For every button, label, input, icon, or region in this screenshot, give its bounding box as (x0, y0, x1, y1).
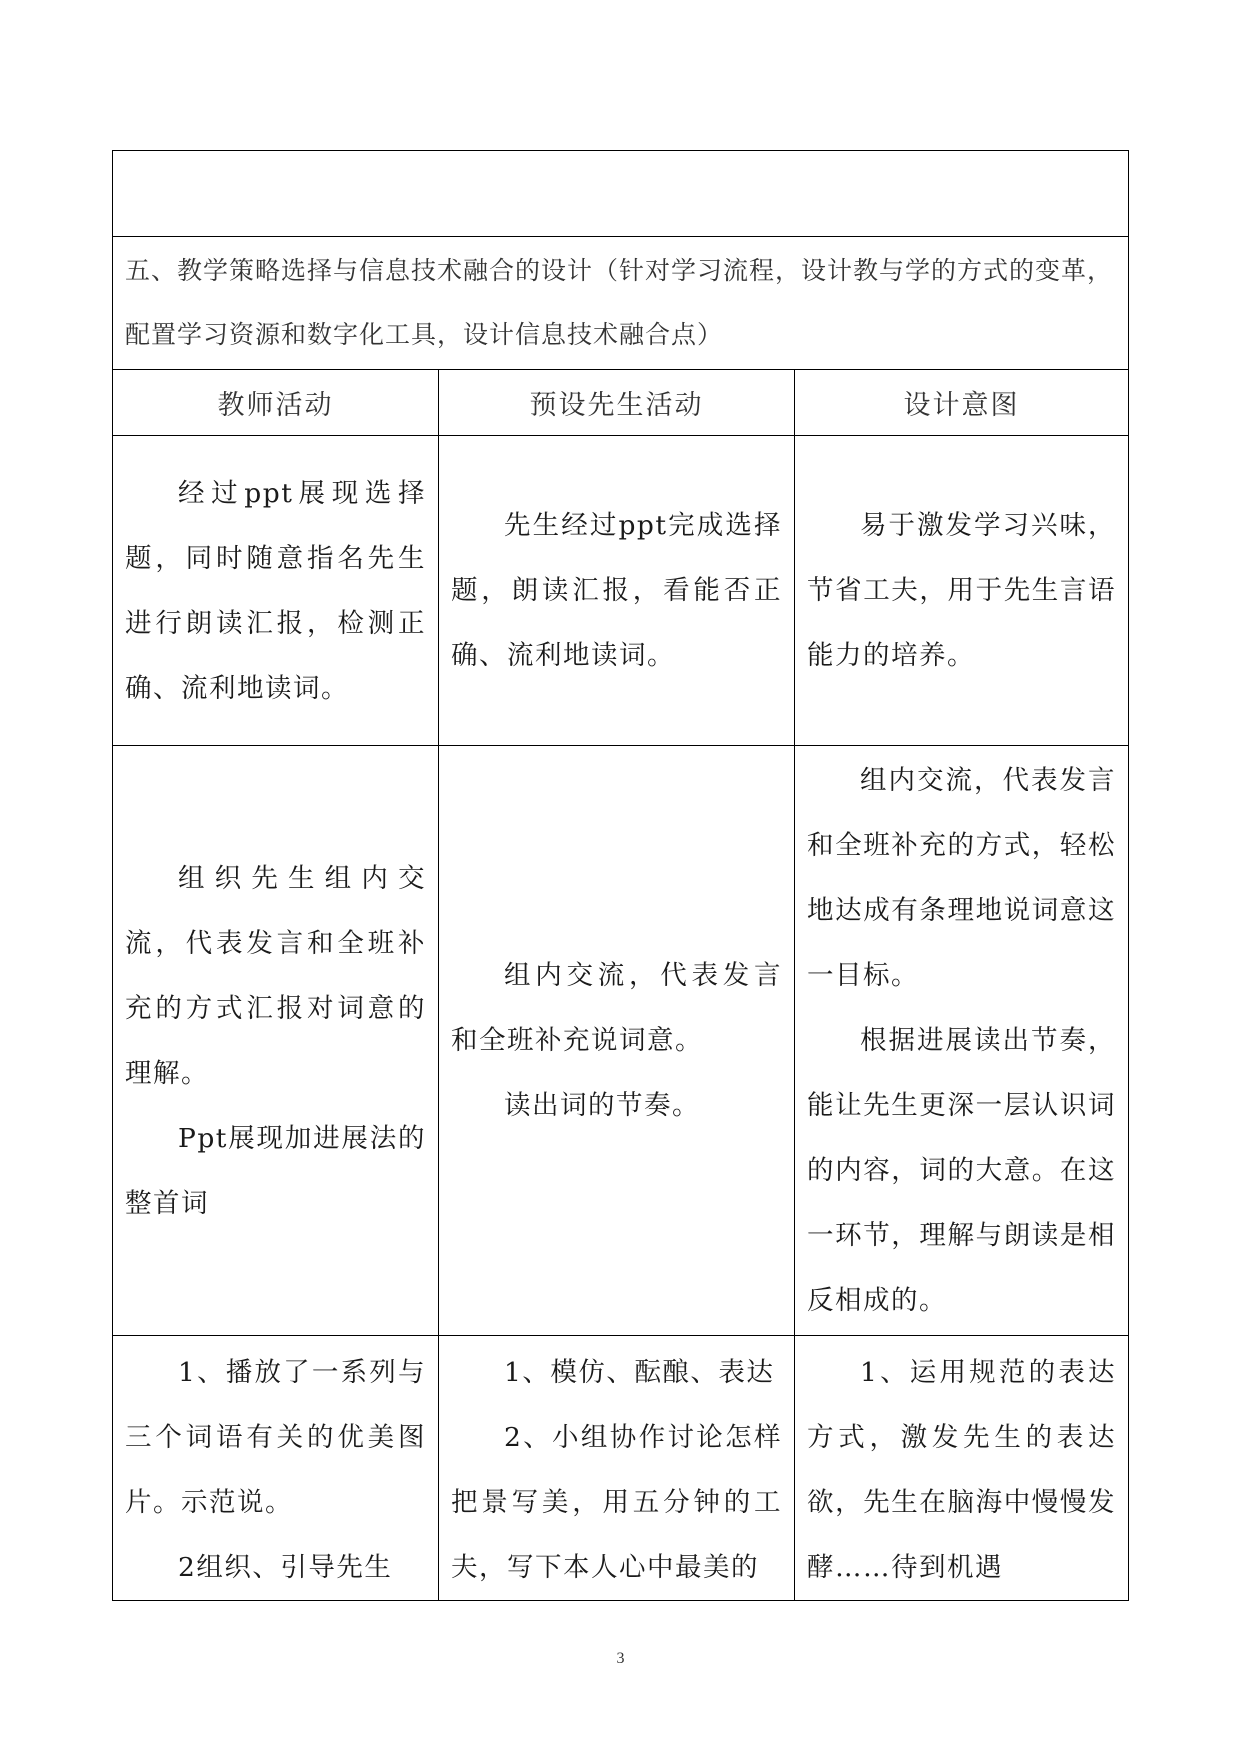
teacher-cell (113, 746, 439, 1336)
teacher-text: 组织先生组内交流，代表发言和全班补充的方式汇报对词意的理解。 (125, 862, 426, 1089)
student-text: 2、小组协作讨论怎样把景写美，用五分钟的工夫，写下本人心中最美的 (451, 1422, 782, 1583)
student-cell (439, 746, 795, 1336)
teacher-text: 1、播放了一系列与三个词语有关的优美图片。示范说。 (125, 1357, 426, 1518)
blank-cell (113, 151, 1129, 237)
table-row (113, 746, 1129, 1336)
header-student: 预设先生活动 (439, 370, 795, 436)
student-cell (439, 436, 795, 746)
lesson-design-table (112, 150, 1129, 1601)
student-text: 组内交流，代表发言和全班补充说词意。 (451, 960, 782, 1056)
table-row (113, 436, 1129, 746)
teacher-text: Ppt展现加进展法的整首词 (125, 1122, 426, 1219)
teacher-cell (113, 436, 439, 746)
blank-row (113, 151, 1129, 237)
section-title: 五、教学策略选择与信息技术融合的设计（针对学习流程，设计教与学的方式的变革，配置学习资源和数字化工具，设计信息技术融合点） (113, 237, 1129, 370)
intent-text: 易于激发学习兴味，节省工夫，用于先生言语能力的培养。 (807, 510, 1117, 671)
page-number: 3 (616, 1650, 625, 1667)
student-cell (439, 1336, 795, 1601)
intent-text: 根据进展读出节奏，能让先生更深一层认识词的内容，词的大意。在这一环节，理解与朗读是相反相成的。 (807, 1025, 1117, 1316)
header-row (113, 370, 1129, 436)
header-intent: 设计意图 (795, 370, 1129, 436)
student-text: 先生经过ppt完成选择题，朗读汇报，看能否正确、流利地读词。 (451, 510, 782, 671)
intent-cell (795, 746, 1129, 1336)
intent-text: 组内交流，代表发言和全班补充的方式，轻松地达成有条理地说词意这一目标。 (807, 765, 1117, 991)
student-text: 读出词的节奏。 (504, 1090, 700, 1121)
table-row (113, 1336, 1129, 1601)
header-teacher: 教师活动 (113, 370, 439, 436)
intent-text: 1、运用规范的表达方式，激发先生的表达欲，先生在脑海中慢慢发酵……待到机遇 (807, 1357, 1117, 1583)
teacher-cell (113, 1336, 439, 1601)
student-text: 1、模仿、酝酿、表达 (504, 1357, 775, 1388)
section-row (113, 237, 1129, 370)
teacher-text: 经过ppt展现选择题，同时随意指名先生进行朗读汇报，检测正确、流利地读词。 (125, 477, 426, 704)
teacher-text: 2组织、引导先生 (178, 1552, 393, 1583)
intent-cell (795, 436, 1129, 746)
intent-cell (795, 1336, 1129, 1601)
